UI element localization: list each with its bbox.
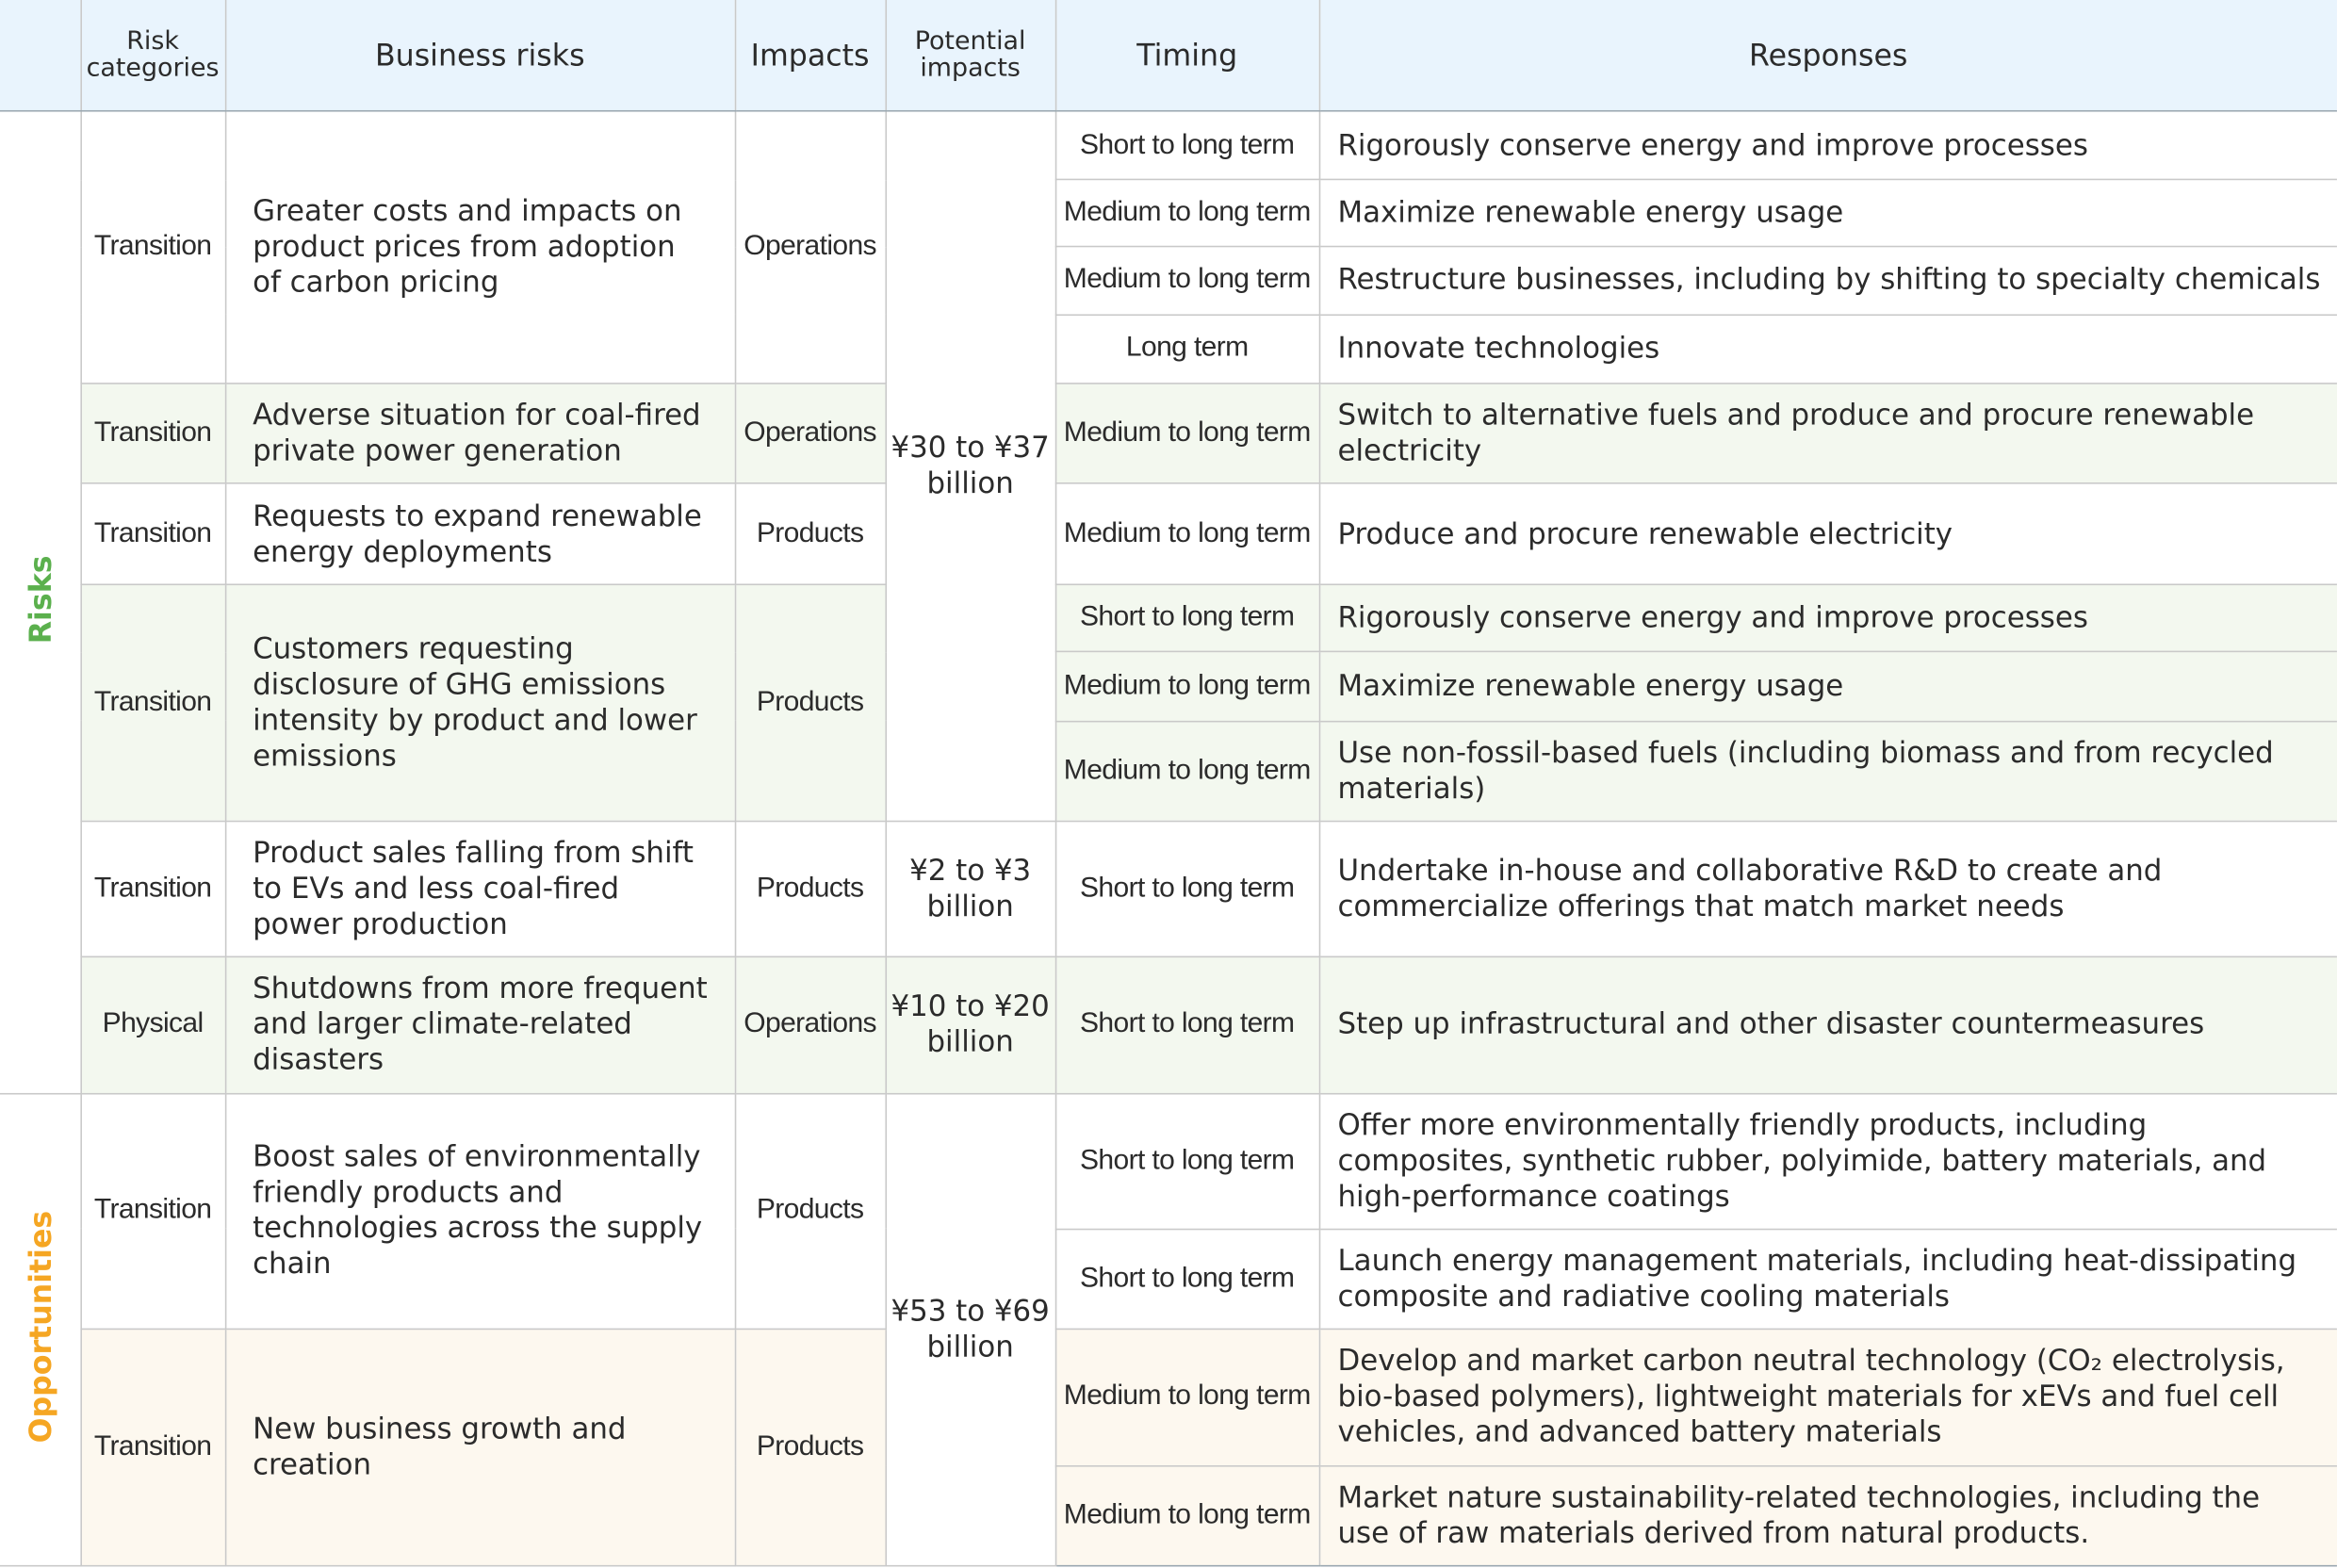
section-opportunities bbox=[0, 1093, 80, 1566]
business-risk-cell: New business growth and creation bbox=[225, 1330, 735, 1566]
header-business-risks: Business risks bbox=[225, 0, 735, 111]
timing-cell: Medium to long term bbox=[1055, 1330, 1319, 1465]
table-row bbox=[0, 1330, 2337, 1465]
timing-cell: Medium to long term bbox=[1055, 483, 1319, 585]
risk-category-cell: Transition bbox=[80, 821, 224, 956]
timing-cell: Short to long term bbox=[1055, 1093, 1319, 1229]
timing-cell: Long term bbox=[1055, 314, 1319, 383]
header-timing: Timing bbox=[1055, 0, 1319, 111]
response-cell: Launch energy management materials, including heat-dissipating composite and radiative cooling materials bbox=[1319, 1229, 2337, 1329]
header-impacts: Impacts bbox=[735, 0, 886, 111]
risk-category-cell: Transition bbox=[80, 111, 224, 384]
timing-cell: Medium to long term bbox=[1055, 383, 1319, 482]
timing-cell: Short to long term bbox=[1055, 957, 1319, 1093]
response-cell: Rigorously conserve energy and improve processes bbox=[1319, 585, 2337, 652]
business-risk-cell: Boost sales of environmentally friendly products and technologies across the supply chain bbox=[225, 1093, 735, 1330]
business-risk-cell: Adverse situation for coal-fired private power generation bbox=[225, 383, 735, 482]
table-row bbox=[0, 383, 2337, 482]
business-risk-cell: Shutdowns from more frequent and larger climate-related disasters bbox=[225, 957, 735, 1093]
risk-category-cell: Transition bbox=[80, 383, 224, 482]
header-responses: Responses bbox=[1319, 0, 2337, 111]
impact-cell: Operations bbox=[735, 383, 886, 482]
impact-cell: Operations bbox=[735, 957, 886, 1093]
response-cell: Maximize renewable energy usage bbox=[1319, 652, 2337, 721]
response-cell: Maximize renewable energy usage bbox=[1319, 180, 2337, 247]
table-row bbox=[0, 483, 2337, 585]
potential-impact-cell: ¥53 to ¥69 billion bbox=[885, 1093, 1054, 1566]
risk-category-cell: Transition bbox=[80, 1330, 224, 1566]
header-section-cell bbox=[0, 0, 80, 111]
table-row bbox=[0, 957, 2337, 1093]
business-risk-cell: Product sales falling from shift to EVs and less coal-fired power production bbox=[225, 821, 735, 956]
risk-category-cell: Transition bbox=[80, 585, 224, 822]
response-cell: Market nature sustainability-related technologies, including the use of raw materials derived from natural products. bbox=[1319, 1465, 2337, 1566]
timing-cell: Medium to long term bbox=[1055, 180, 1319, 247]
header-row bbox=[0, 0, 2337, 111]
timing-cell: Short to long term bbox=[1055, 111, 1319, 180]
response-cell: Switch to alternative fuels and produce and procure renewable electricity bbox=[1319, 383, 2337, 482]
timing-cell: Medium to long term bbox=[1055, 1465, 1319, 1566]
section-label-risks: Risks bbox=[22, 554, 58, 644]
potential-impact-cell: ¥10 to ¥20 billion bbox=[885, 957, 1054, 1093]
response-cell: Step up infrastructural and other disaster countermeasures bbox=[1319, 957, 2337, 1093]
header-potential-impacts: Potential impacts bbox=[885, 0, 1054, 111]
potential-impact-cell: ¥2 to ¥3 billion bbox=[885, 821, 1054, 956]
table-row bbox=[0, 1093, 2337, 1229]
business-risk-cell: Greater costs and impacts on product prices from adoption of carbon pricing bbox=[225, 111, 735, 384]
risk-category-cell: Physical bbox=[80, 957, 224, 1093]
section-label-opportunities: Opportunities bbox=[22, 1210, 58, 1443]
impact-cell: Products bbox=[735, 1330, 886, 1566]
impact-cell: Operations bbox=[735, 111, 886, 384]
response-cell: Develop and market carbon neutral technology (CO₂ electrolysis, bio-based polymers), lightweight materials for xEVs and fuel cell vehicles, and advanced battery materials bbox=[1319, 1330, 2337, 1465]
risk-category-cell: Transition bbox=[80, 1093, 224, 1330]
business-risk-cell: Customers requesting disclosure of GHG emissions intensity by product and lower emissions bbox=[225, 585, 735, 822]
impact-cell: Products bbox=[735, 483, 886, 585]
response-cell: Rigorously conserve energy and improve processes bbox=[1319, 111, 2337, 180]
potential-impact-cell: ¥30 to ¥37 billion bbox=[885, 111, 1054, 822]
timing-cell: Medium to long term bbox=[1055, 721, 1319, 821]
timing-cell: Short to long term bbox=[1055, 585, 1319, 652]
timing-cell: Short to long term bbox=[1055, 821, 1319, 956]
timing-cell: Medium to long term bbox=[1055, 247, 1319, 314]
response-cell: Use non-fossil-based fuels (including biomass and from recycled materials) bbox=[1319, 721, 2337, 821]
business-risk-cell: Requests to expand renewable energy deployments bbox=[225, 483, 735, 585]
impact-cell: Products bbox=[735, 585, 886, 822]
response-cell: Produce and procure renewable electricity bbox=[1319, 483, 2337, 585]
risk-category-cell: Transition bbox=[80, 483, 224, 585]
response-cell: Innovate technologies bbox=[1319, 314, 2337, 383]
section-risks bbox=[0, 111, 80, 1093]
impact-cell: Products bbox=[735, 821, 886, 956]
table-row bbox=[0, 821, 2337, 956]
header-risk-categories: Risk categories bbox=[80, 0, 224, 111]
response-cell: Undertake in-house and collaborative R&D to create and commercialize offerings that match market needs bbox=[1319, 821, 2337, 956]
impact-cell: Products bbox=[735, 1093, 886, 1330]
timing-cell: Short to long term bbox=[1055, 1229, 1319, 1329]
response-cell: Restructure businesses, including by shifting to specialty chemicals bbox=[1319, 247, 2337, 314]
table-row bbox=[0, 585, 2337, 652]
table-row bbox=[0, 111, 2337, 180]
timing-cell: Medium to long term bbox=[1055, 652, 1319, 721]
response-cell: Offer more environmentally friendly products, including composites, synthetic rubber, polyimide, battery materials, and high-performance coatings bbox=[1319, 1093, 2337, 1229]
